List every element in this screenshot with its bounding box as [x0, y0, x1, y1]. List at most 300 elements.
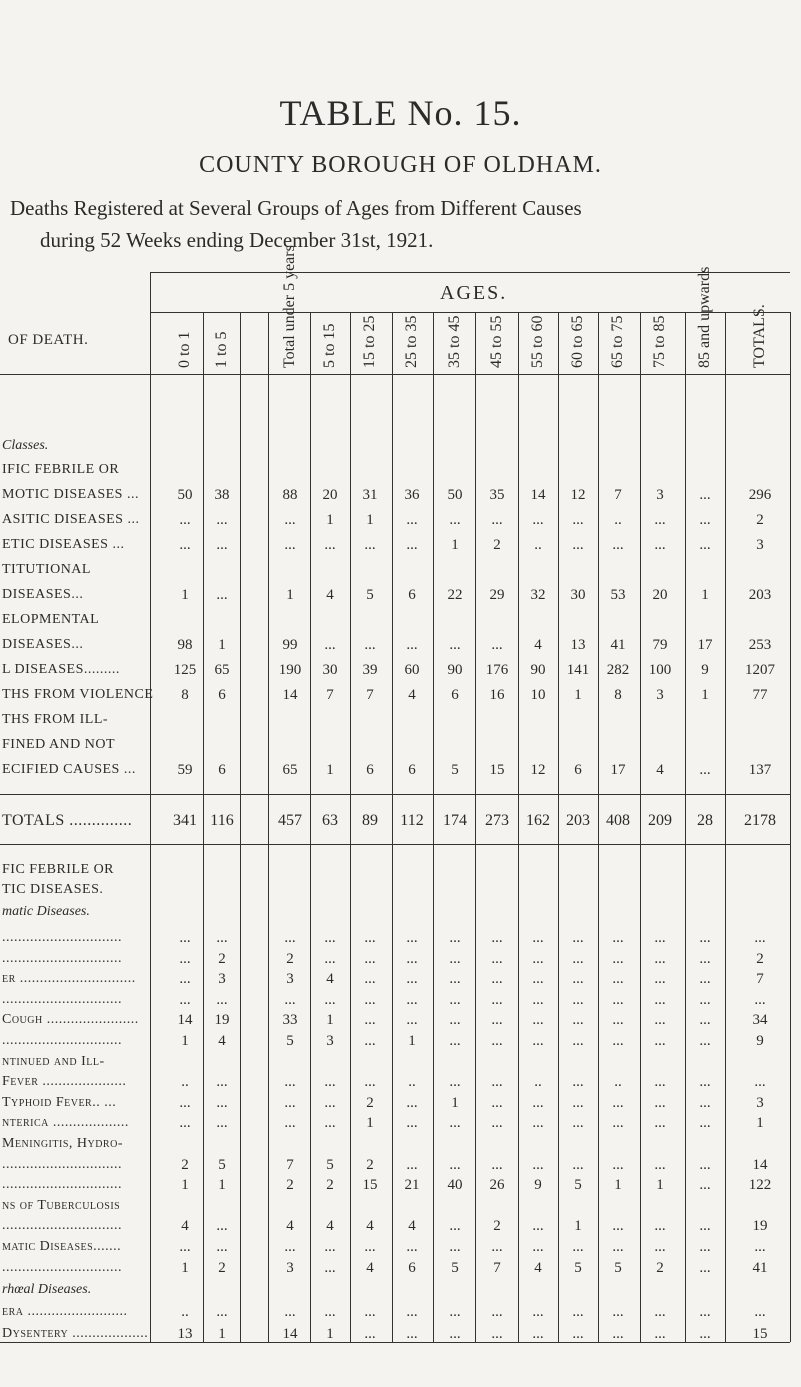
table-cell: 4 — [408, 1218, 416, 1235]
table-cell: 4 — [218, 1033, 226, 1049]
table-cell: ... — [532, 930, 544, 946]
table-cell: 2 — [493, 537, 501, 553]
table-cell: 3 — [286, 1259, 294, 1276]
table-cell: ... — [216, 1115, 228, 1132]
table-cell: ... — [532, 1156, 544, 1173]
table-cell: 1 — [181, 1033, 189, 1049]
table-cell: ... — [449, 930, 461, 946]
table-cell: ... — [699, 1259, 711, 1276]
table-cell: ... — [179, 950, 191, 967]
column-rule — [240, 312, 241, 1342]
column-rule — [685, 312, 686, 1342]
column-header: Total under 5 years — [281, 245, 298, 368]
table-cell: 14 — [752, 1156, 768, 1173]
table-cell: 176 — [485, 662, 509, 678]
table-cell: 6 — [574, 762, 582, 778]
table-cell: 3 — [756, 1094, 764, 1111]
table-cell: ... — [532, 950, 544, 967]
table-cell: ... — [654, 950, 666, 967]
row-label: DISEASES... — [2, 587, 84, 602]
table-cell: 1 — [366, 512, 374, 528]
row-label: matic Diseases....... — [2, 1239, 122, 1254]
table-cell: ... — [532, 1239, 544, 1255]
column-rule — [725, 312, 726, 1342]
table-cell: 50 — [177, 487, 193, 503]
column-header: 1 to 5 — [213, 331, 230, 368]
table-cell: ... — [572, 1074, 584, 1091]
table-cell: ... — [654, 1326, 666, 1343]
table-cell: 2 — [218, 1259, 226, 1276]
row-label: .............................. — [2, 991, 122, 1007]
table-cell: ... — [654, 1218, 666, 1235]
table-cell: ... — [572, 1156, 584, 1173]
table-cell: 50 — [447, 487, 463, 503]
table-cell: ... — [449, 1012, 461, 1029]
table-cell: 1 — [656, 1177, 664, 1194]
table-cell: .. — [534, 537, 542, 553]
table-cell: 1 — [366, 1115, 374, 1132]
table-cell: ... — [449, 1115, 461, 1132]
table-cell: 2 — [218, 950, 226, 967]
table-cell: 7 — [756, 971, 764, 988]
table-cell: 1 — [451, 1094, 459, 1111]
table-cell: ... — [532, 512, 544, 528]
table-cell: 141 — [566, 662, 590, 678]
table-cell: 6 — [408, 762, 416, 778]
table-cell: 65 — [214, 662, 230, 678]
table-cell: ... — [179, 991, 191, 1008]
table-cell: ... — [284, 1115, 296, 1132]
table-cell: ... — [612, 930, 624, 946]
table-cell: ... — [406, 1239, 418, 1255]
table-cell: 7 — [366, 687, 374, 703]
table-cell: ... — [491, 1074, 503, 1091]
row-label: .............................. — [2, 1259, 122, 1275]
row-label: .............................. — [2, 1156, 122, 1172]
row-label: .............................. — [2, 950, 122, 966]
table-cell: ... — [572, 930, 584, 946]
table-cell: ... — [406, 1012, 418, 1029]
row-label: nterica ................... — [2, 1115, 129, 1131]
totals-top-rule — [0, 794, 790, 795]
table-cell: ... — [364, 537, 376, 553]
table-cell: 79 — [652, 637, 668, 653]
table-cell: 1 — [326, 1012, 334, 1029]
totals-cell: 89 — [362, 812, 378, 829]
table-cell: 2 — [181, 1156, 189, 1173]
table-cell: ... — [699, 1218, 711, 1235]
row-label: Fever ..................... — [2, 1074, 127, 1090]
table-cell: 39 — [362, 662, 378, 678]
table-cell: ... — [491, 512, 503, 528]
table-cell: 1 — [326, 1326, 334, 1343]
ages-rule — [150, 312, 790, 313]
table-cell: ... — [216, 1239, 228, 1255]
table-cell: 6 — [408, 1259, 416, 1276]
row-label: era ......................... — [2, 1304, 128, 1320]
table-cell: 8 — [181, 687, 189, 703]
table-cell: ... — [284, 1074, 296, 1091]
table-cell: 30 — [322, 662, 338, 678]
table-cell: 5 — [286, 1033, 294, 1049]
table-cell: 14 — [530, 487, 546, 503]
table-cell: ... — [572, 1012, 584, 1029]
table-cell: ... — [532, 1218, 544, 1235]
table-cell: ... — [449, 637, 461, 653]
table-cell: 6 — [366, 762, 374, 778]
row-label: ns of Tuberculosis — [2, 1197, 121, 1213]
column-header: 15 to 25 — [361, 315, 378, 368]
table-cell: ... — [284, 537, 296, 553]
table-cell: 1 — [451, 537, 459, 553]
table-cell: 1 — [408, 1033, 416, 1049]
table-cell: ... — [699, 1012, 711, 1029]
table-cell: ... — [654, 512, 666, 528]
table-cell: ... — [532, 1033, 544, 1049]
section2-subheading-2: rhœal Diseases. — [2, 1282, 92, 1298]
table-cell: ... — [699, 1115, 711, 1132]
table-cell: 99 — [282, 637, 298, 653]
table-cell: ... — [491, 1094, 503, 1111]
table-cell: 1 — [574, 687, 582, 703]
table-cell: ... — [612, 950, 624, 967]
row-label: .............................. — [2, 1177, 122, 1193]
table-cell: 14 — [282, 687, 298, 703]
table-cell: 2 — [326, 1177, 334, 1194]
column-rule — [475, 312, 476, 1342]
column-header: 65 to 75 — [609, 315, 626, 368]
table-cell: 19 — [214, 1012, 230, 1029]
table-cell: 6 — [218, 762, 226, 778]
table-cell: ... — [364, 1012, 376, 1029]
table-cell: 14 — [177, 1012, 193, 1029]
table-cell: 13 — [177, 1326, 193, 1343]
table-cell: 30 — [570, 587, 586, 603]
table-cell: ... — [654, 1239, 666, 1255]
table-cell: ... — [699, 1177, 711, 1194]
column-header: 0 to 1 — [176, 331, 193, 368]
table-cell: 5 — [574, 1177, 582, 1194]
table-cell: ... — [491, 1326, 503, 1343]
table-cell: ... — [284, 930, 296, 946]
table-cell: 1 — [218, 1177, 226, 1194]
table-cell: ... — [612, 1239, 624, 1255]
table-cell: 4 — [534, 1259, 542, 1276]
table-cell: ... — [406, 512, 418, 528]
table-cell: 203 — [748, 587, 772, 603]
table-cell: 3 — [656, 687, 664, 703]
table-cell: ... — [216, 1304, 228, 1321]
table-cell: 53 — [610, 587, 626, 603]
row-label: ASITIC DISEASES ... — [2, 512, 140, 527]
table-cell: ... — [449, 1326, 461, 1343]
table-cell: ... — [654, 1074, 666, 1091]
table-cell: ... — [532, 1326, 544, 1343]
column-rule — [310, 312, 311, 1342]
table-cell: ... — [324, 537, 336, 553]
table-cell: 34 — [752, 1012, 768, 1029]
table-cell: 15 — [752, 1326, 768, 1343]
table-cell: 4 — [408, 687, 416, 703]
table-cell: 7 — [286, 1156, 294, 1173]
table-cell: 6 — [218, 687, 226, 703]
table-cell: 1 — [181, 587, 189, 603]
table-cell: 9 — [756, 1033, 764, 1049]
table-cell: ... — [699, 930, 711, 946]
table-cell: ... — [406, 930, 418, 946]
table-cell: ... — [572, 537, 584, 553]
table-cell: 1 — [181, 1177, 189, 1194]
table-cell: 98 — [177, 637, 193, 653]
header-rule — [0, 374, 790, 375]
table-cell: 5 — [451, 762, 459, 778]
table-cell: ... — [179, 930, 191, 946]
column-header: 60 to 65 — [569, 315, 586, 368]
table-cell: ... — [406, 1326, 418, 1343]
table-cell: ... — [284, 991, 296, 1008]
table-cell: .. — [614, 1074, 622, 1091]
table-cell: ... — [654, 1094, 666, 1111]
table-cell: 4 — [286, 1218, 294, 1235]
table-cell: 36 — [404, 487, 420, 503]
table-cell: ... — [532, 971, 544, 988]
column-header: 85 and upwards — [696, 266, 713, 368]
table-cell: 65 — [282, 762, 298, 778]
table-cell: 296 — [748, 487, 772, 503]
table-cell: ... — [612, 971, 624, 988]
table-cell: ... — [284, 1239, 296, 1255]
column-rule — [790, 312, 791, 1342]
table-cell: 2 — [286, 950, 294, 967]
table-cell: ... — [449, 1304, 461, 1321]
table-cell: 4 — [534, 637, 542, 653]
table-cell: ... — [364, 930, 376, 946]
ages-header: AGES. — [440, 282, 508, 304]
table-cell: 253 — [748, 637, 772, 653]
table-cell: ... — [364, 1239, 376, 1255]
row-label: Dysentery ................... — [2, 1326, 149, 1342]
table-cell: ... — [179, 1115, 191, 1132]
cause-header: OF DEATH. — [8, 332, 89, 348]
table-cell: ... — [491, 1156, 503, 1173]
table-cell: 1 — [756, 1115, 764, 1132]
table-cell: ... — [754, 1074, 766, 1091]
table-cell: 21 — [404, 1177, 420, 1194]
table-cell: 1207 — [745, 662, 775, 678]
table-cell: 29 — [489, 587, 505, 603]
table-cell: ... — [654, 930, 666, 946]
table-cell: 1 — [614, 1177, 622, 1194]
row-label: TITUTIONAL — [2, 562, 91, 577]
table-cell: 15 — [362, 1177, 378, 1194]
table-cell: ... — [491, 1239, 503, 1255]
row-label: Meningitis, Hydro- — [2, 1136, 123, 1151]
table-cell: ... — [324, 1304, 336, 1321]
row-label: FINED AND NOT — [2, 737, 116, 752]
totals-cell: 273 — [485, 812, 509, 829]
table-cell: ... — [216, 537, 228, 553]
table-cell: ... — [491, 950, 503, 967]
column-header: 25 to 35 — [403, 315, 420, 368]
table-cell: 1 — [286, 587, 294, 603]
table-cell: 4 — [656, 762, 664, 778]
table-cell: ... — [324, 1074, 336, 1091]
table-cell: 17 — [697, 637, 713, 653]
table-cell: ... — [406, 637, 418, 653]
table-cell: ... — [654, 1115, 666, 1132]
table-cell: ... — [532, 1012, 544, 1029]
table-cell: ... — [612, 537, 624, 553]
table-cell: ... — [491, 930, 503, 946]
table-cell: 13 — [570, 637, 586, 653]
table-cell: 1 — [701, 587, 709, 603]
table-cell: ... — [216, 930, 228, 946]
table-cell: ... — [612, 1033, 624, 1049]
table-cell: ... — [612, 1304, 624, 1321]
table-cell: ... — [179, 971, 191, 988]
table-cell: .. — [534, 1074, 542, 1091]
table-cell: ... — [449, 1156, 461, 1173]
table-cell: ... — [449, 1218, 461, 1235]
column-header: 5 to 15 — [321, 323, 338, 368]
table-cell: 31 — [362, 487, 378, 503]
table-cell: 137 — [748, 762, 772, 778]
table-cell: ... — [754, 930, 766, 946]
table-cell: ... — [284, 512, 296, 528]
table-cell: ... — [491, 1304, 503, 1321]
deaths-table — [0, 245, 801, 1343]
table-cell: ... — [491, 971, 503, 988]
totals-cell: 28 — [697, 812, 713, 829]
table-cell: ... — [532, 991, 544, 1008]
table-cell: 5 — [218, 1156, 226, 1173]
table-cell: 1 — [181, 1259, 189, 1276]
column-rule — [558, 312, 559, 1342]
table-cell: ... — [364, 1304, 376, 1321]
table-cell: 1 — [326, 512, 334, 528]
table-cell: 20 — [652, 587, 668, 603]
row-label: IFIC FEBRILE OR — [2, 462, 120, 477]
totals-cell: 341 — [173, 812, 197, 829]
table-cell: 33 — [282, 1012, 298, 1029]
table-cell: ... — [699, 971, 711, 988]
table-cell: ... — [179, 537, 191, 553]
row-label: .............................. — [2, 930, 122, 945]
table-cell: ... — [699, 1033, 711, 1049]
totals-cell: 63 — [322, 812, 338, 829]
table-cell: 10 — [530, 687, 546, 703]
caption-line-1: Deaths Registered at Several Groups of Ages from Different Causes — [10, 196, 582, 220]
table-cell: 3 — [656, 487, 664, 503]
table-cell: ... — [699, 1326, 711, 1343]
table-cell: ... — [654, 537, 666, 553]
table-cell: ... — [612, 1094, 624, 1111]
table-cell: ... — [364, 1074, 376, 1091]
table-cell: ... — [654, 971, 666, 988]
caption-line-2: during 52 Weeks ending December 31st, 1921. — [40, 228, 434, 252]
table-cell: .. — [181, 1074, 189, 1091]
table-cell: ... — [699, 537, 711, 553]
row-label: .............................. — [2, 1033, 122, 1048]
table-cell: ... — [406, 1304, 418, 1321]
totals-cell: 408 — [606, 812, 630, 829]
table-cell: ... — [324, 1259, 336, 1276]
table-cell: ... — [324, 950, 336, 967]
table-cell: ... — [406, 1115, 418, 1132]
totals-cell: 209 — [648, 812, 672, 829]
table-cell: ... — [572, 971, 584, 988]
table-cell: 190 — [278, 662, 302, 678]
table-cell: 35 — [489, 487, 505, 503]
table-cell: 5 — [366, 587, 374, 603]
table-cell: .. — [181, 1304, 189, 1321]
table-cell: 4 — [181, 1218, 189, 1235]
table-cell: 14 — [282, 1326, 298, 1343]
table-cell: ... — [572, 950, 584, 967]
table-cell: ... — [449, 1074, 461, 1091]
table-cell: ... — [532, 1304, 544, 1321]
table-cell: ... — [449, 950, 461, 967]
table-cell: ... — [612, 1156, 624, 1173]
table-cell: ... — [572, 1304, 584, 1321]
table-cell: 5 — [574, 1259, 582, 1276]
table-cell: ... — [406, 1156, 418, 1173]
table-cell: 125 — [173, 662, 197, 678]
table-cell: .. — [408, 1074, 416, 1091]
table-cell: ... — [284, 1304, 296, 1321]
table-cell: 3 — [756, 537, 764, 553]
table-cell: ... — [612, 1012, 624, 1029]
table-cell: 77 — [752, 687, 768, 703]
table-cell: 282 — [606, 662, 630, 678]
table-cell: ... — [654, 1304, 666, 1321]
table-cell: ... — [449, 1033, 461, 1049]
table-cell: 4 — [366, 1218, 374, 1235]
table-cell: ... — [406, 950, 418, 967]
table-cell: 59 — [177, 762, 193, 778]
table-cell: ... — [324, 1115, 336, 1132]
table-cell: ... — [491, 637, 503, 653]
row-label: THS FROM ILL- — [2, 712, 109, 727]
column-rule — [640, 312, 641, 1342]
table-subtitle: COUNTY BOROUGH OF OLDHAM. — [199, 152, 602, 178]
table-cell: ... — [179, 1094, 191, 1111]
table-cell: ... — [699, 1156, 711, 1173]
section2-subheading: matic Diseases. — [2, 904, 90, 919]
table-cell: 2 — [286, 1177, 294, 1194]
table-cell: 5 — [451, 1259, 459, 1276]
table-cell: 2 — [756, 950, 764, 967]
table-cell: 2 — [656, 1259, 664, 1276]
table-cell: ... — [572, 991, 584, 1008]
table-cell: 3 — [326, 1033, 334, 1049]
table-cell: 12 — [530, 762, 546, 778]
row-label: THS FROM VIOLENCE — [2, 687, 154, 702]
table-cell: ... — [449, 1239, 461, 1255]
table-cell: ... — [491, 1033, 503, 1049]
table-cell: 17 — [610, 762, 626, 778]
column-header: 75 to 85 — [651, 315, 668, 368]
table-cell: ... — [699, 1074, 711, 1091]
table-cell: 4 — [326, 1218, 334, 1235]
totals-cell: 203 — [566, 812, 590, 829]
table-cell: ... — [572, 1115, 584, 1132]
totals-cell: 162 — [526, 812, 550, 829]
table-cell: 88 — [282, 487, 298, 503]
table-cell: ... — [572, 1094, 584, 1111]
table-cell: 1 — [326, 762, 334, 778]
table-cell: ... — [572, 1326, 584, 1343]
